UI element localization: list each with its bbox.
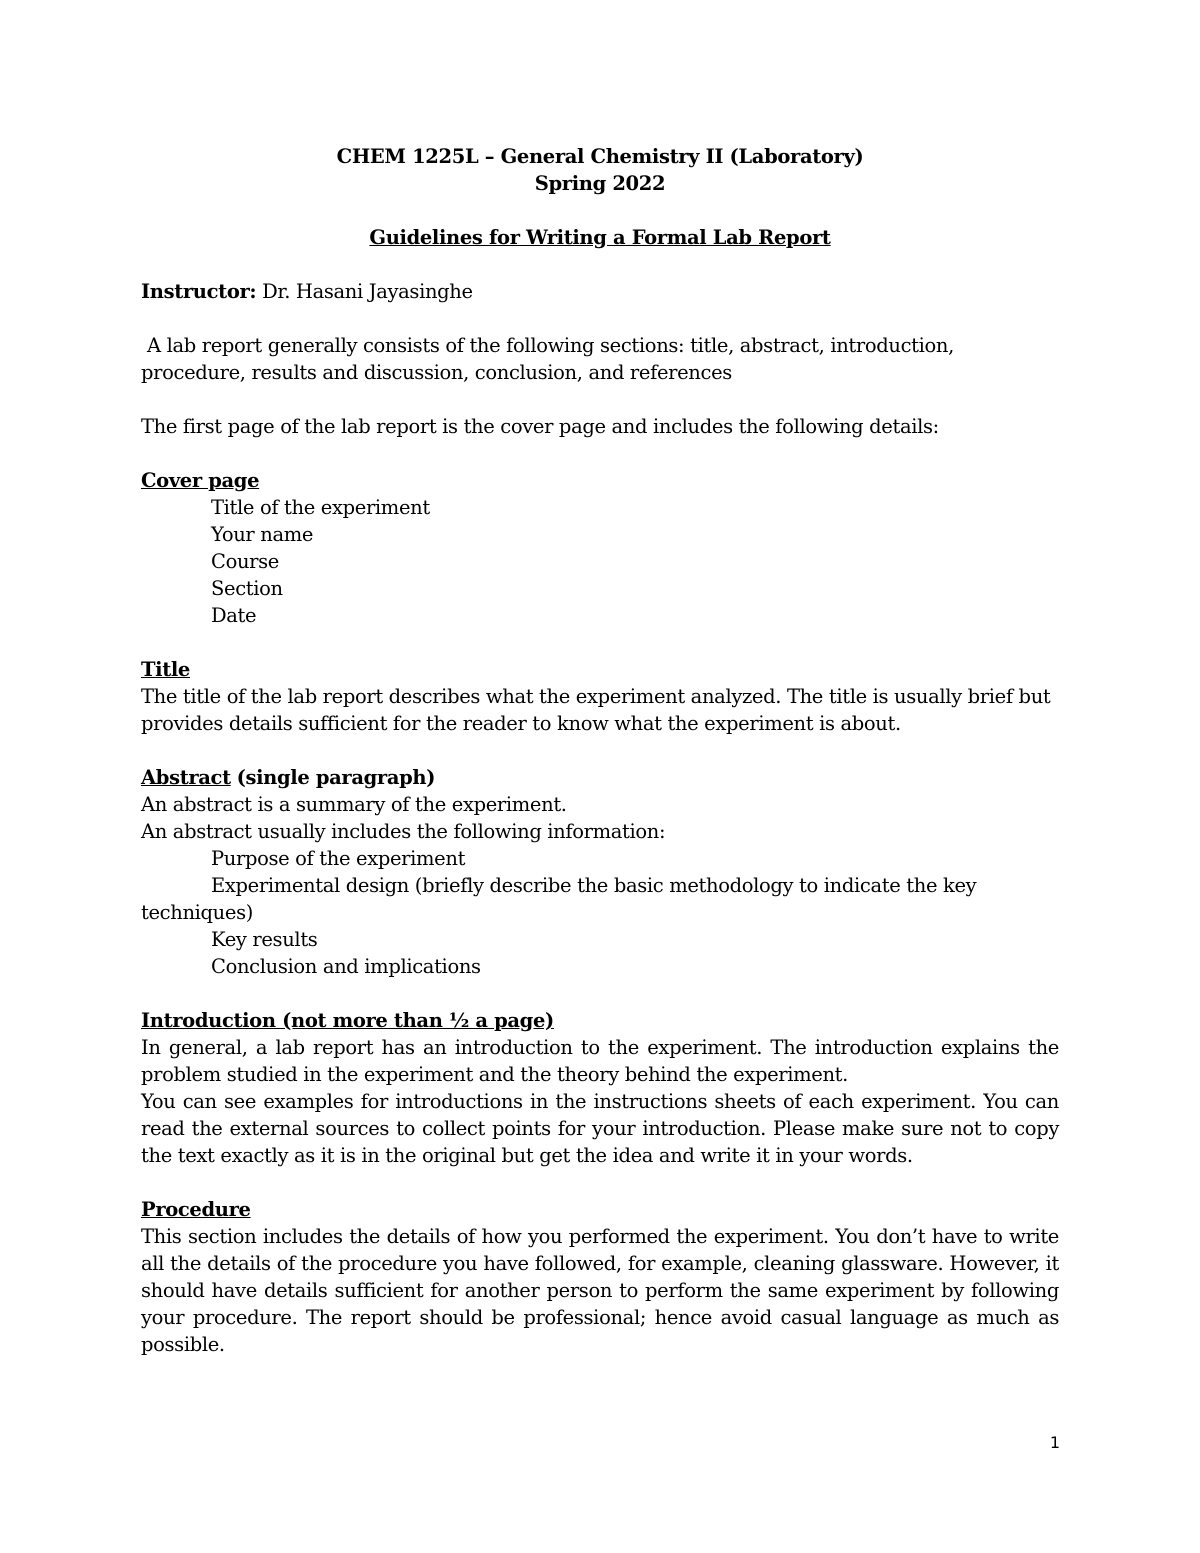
abstract-heading-line [141, 764, 1059, 791]
procedure-heading: Procedure [141, 1198, 251, 1221]
first-page-sentence: The first page of the lab report is the cover page and includes the following details: [141, 415, 939, 438]
document-title: Guidelines for Writing a Formal Lab Report [369, 226, 831, 249]
intro-paragraph: A lab report generally consists of the following sections: title, abstract, introduction, procedure, results and discussion, conclusion, and references [141, 334, 954, 384]
cover-page-heading: Cover page [141, 469, 260, 492]
list-item: Your name [211, 523, 314, 546]
abstract-heading-note: (single paragraph) [236, 766, 436, 789]
list-item: Purpose of the experiment [211, 847, 466, 870]
list-item: Course [211, 550, 279, 573]
abstract-line: An abstract usually includes the following information: [141, 820, 666, 843]
abstract-line: An abstract is a summary of the experiment. [141, 793, 567, 816]
introduction-paragraph: You can see examples for introductions in the instructions sheets of each experiment. You can read the external sources to collect points for your introduction. Please make sure not to copy the text exactly as it is in the original but get the idea and write it in your words. [141, 1090, 1059, 1167]
title-heading: Title [141, 658, 190, 681]
semester: Spring 2022 [534, 172, 666, 195]
list-item: Date [211, 604, 257, 627]
introduction-heading: Introduction (not more than ½ a page) [141, 1009, 554, 1032]
cover-page-section [141, 467, 1059, 629]
page-number: 1 [1049, 1433, 1060, 1452]
title-text: The title of the lab report describes what the experiment analyzed. The title is usually brief but provides details sufficient for the reader to know what the experiment is about. [141, 685, 1051, 735]
course-title: CHEM 1225L – General Chemistry II (Laboratory) [336, 145, 864, 168]
instructor-line [141, 278, 1059, 305]
list-item: Conclusion and implications [211, 955, 481, 978]
instructor-label: Instructor: [141, 280, 257, 303]
abstract-heading: Abstract [141, 766, 231, 789]
instructor-name: Dr. Hasani Jayasinghe [262, 280, 473, 303]
introduction-paragraph: In general, a lab report has an introduction to the experiment. The introduction explains the problem studied in the experiment and the theory behind the experiment. [141, 1036, 1059, 1086]
list-item: Title of the experiment [211, 496, 430, 519]
procedure-paragraph: This section includes the details of how you performed the experiment. You don’t have to write all the details of the procedure you have followed, for example, cleaning glassware. However, it should have details sufficient for another person to perform the same experiment by following your procedure. The report should be professional; hence avoid casual language as much as possible. [141, 1225, 1059, 1356]
document-body [141, 143, 1059, 1358]
list-item: Section [211, 577, 283, 600]
introduction-section [141, 1007, 1059, 1169]
procedure-section [141, 1196, 1059, 1358]
title-section [141, 656, 1059, 737]
list-item: Key results [211, 928, 318, 951]
list-item: Experimental design (briefly describe the basic methodology to indicate the key techniques) [141, 874, 977, 924]
abstract-section [141, 764, 1059, 980]
